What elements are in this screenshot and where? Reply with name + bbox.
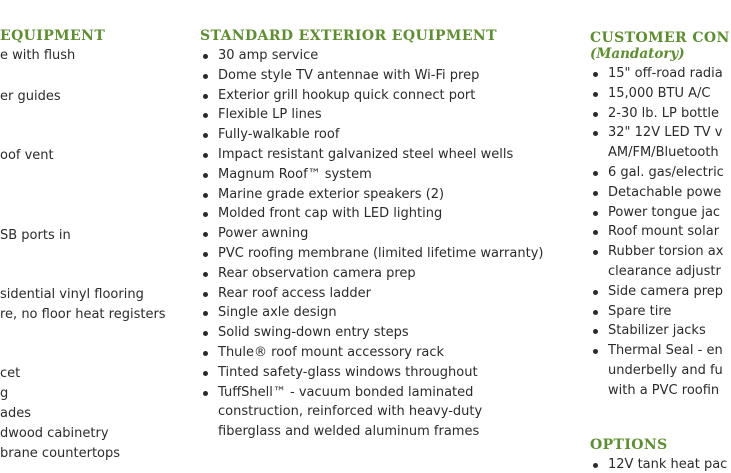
customer-convenience-item: 15,000 BTU A/C <box>608 85 711 101</box>
customer-convenience-item: Rubber torsion ax <box>608 244 724 260</box>
bullet-icon <box>203 311 208 316</box>
option-item: 12V tank heat pac <box>608 457 728 472</box>
exterior-equipment-item: Impact resistant galvanized steel wheel wells <box>218 147 514 162</box>
bullet-icon <box>203 94 208 99</box>
interior-equipment-line: cet <box>0 366 21 381</box>
customer-convenience-item: underbelly and fu <box>608 363 723 378</box>
bullet-icon <box>203 212 208 217</box>
bullet-icon <box>203 272 208 277</box>
bullet-icon <box>593 310 598 315</box>
bullet-icon <box>593 211 598 216</box>
interior-equipment-heading: EQUIPMENT <box>0 28 106 44</box>
bullet-icon <box>203 331 208 336</box>
customer-convenience-item: Spare tire <box>608 303 672 319</box>
exterior-equipment-item: Single axle design <box>218 305 337 321</box>
bullet-icon <box>593 290 598 295</box>
customer-convenience-item: with a PVC roofin <box>608 382 720 398</box>
interior-equipment-line: oof vent <box>0 148 54 163</box>
bullet-icon <box>593 250 598 255</box>
bullet-icon <box>593 72 598 77</box>
bullet-icon <box>203 371 208 376</box>
bullet-icon <box>203 252 208 257</box>
bullet-icon <box>203 173 208 178</box>
bullet-icon <box>203 232 208 237</box>
bullet-icon <box>593 329 598 334</box>
exterior-equipment-item: 30 amp service <box>218 48 319 63</box>
bullet-icon <box>203 113 208 118</box>
bullet-icon <box>593 171 598 176</box>
bullet-icon <box>203 153 208 158</box>
bullet-icon <box>203 351 208 356</box>
bullet-icon <box>203 133 208 138</box>
exterior-equipment-item: Magnum Roof™ system <box>218 166 372 182</box>
exterior-equipment-item: Tinted safety-glass windows throughout <box>218 364 478 380</box>
exterior-equipment-item: Fully-walkable roof <box>218 127 340 143</box>
interior-equipment-line: er guides <box>0 89 61 104</box>
customer-convenience-item: Thermal Seal - en <box>608 343 723 359</box>
exterior-equipment-item: Dome style TV antennae with Wi-Fi prep <box>218 67 480 83</box>
exterior-equipment-item: Power awning <box>218 226 309 242</box>
interior-equipment-line: dwood cabinetry <box>0 426 109 441</box>
customer-convenience-item: AM/FM/Bluetooth <box>608 145 719 161</box>
bullet-icon <box>593 463 598 468</box>
bullet-icon <box>203 74 208 79</box>
exterior-equipment-item: PVC roofing membrane (limited lifetime warranty) <box>218 246 544 261</box>
customer-convenience-item: clearance adjustr <box>608 264 721 279</box>
bullet-icon <box>203 391 208 396</box>
exterior-equipment-item: fiberglass and welded aluminum frames <box>218 424 480 440</box>
bullet-icon <box>593 112 598 117</box>
customer-convenience-heading: CUSTOMER CON <box>590 30 730 46</box>
options-heading: OPTIONS <box>590 437 668 453</box>
customer-convenience-item: Roof mount solar <box>608 224 720 240</box>
exterior-equipment-item: Exterior grill hookup quick connect port <box>218 87 476 103</box>
interior-equipment-line: re, no floor heat registers <box>0 307 166 322</box>
bullet-icon <box>203 193 208 198</box>
customer-convenience-item: Detachable powe <box>608 184 722 200</box>
exterior-equipment-item: Molded front cap with LED lighting <box>218 206 443 222</box>
exterior-equipment-item: construction, reinforced with heavy-duty <box>218 404 483 420</box>
bullet-icon <box>593 230 598 235</box>
exterior-equipment-item: Solid swing-down entry steps <box>218 325 409 341</box>
exterior-equipment-item: Rear observation camera prep <box>218 265 416 281</box>
bullet-icon <box>203 54 208 59</box>
interior-equipment-line: ades <box>0 406 31 421</box>
customer-convenience-item: 32" 12V LED TV v <box>608 125 723 141</box>
bullet-icon <box>593 131 598 136</box>
exterior-equipment-item: Flexible LP lines <box>218 107 322 123</box>
exterior-equipment-item: Rear roof access ladder <box>218 285 371 301</box>
customer-convenience-item: Stabilizer jacks <box>608 323 706 339</box>
customer-convenience-item: Power tongue jac <box>608 204 721 220</box>
bullet-icon <box>593 191 598 196</box>
customer-convenience-item: 15" off-road radia <box>608 66 723 81</box>
interior-equipment-line: brane countertops <box>0 446 121 461</box>
customer-convenience-item: 6 gal. gas/electric <box>608 165 724 180</box>
customer-convenience-item: Side camera prep <box>608 283 724 299</box>
exterior-equipment-item: Thule® roof mount accessory rack <box>218 345 445 360</box>
bullet-icon <box>593 349 598 354</box>
interior-equipment-line: g <box>0 386 9 401</box>
bullet-icon <box>203 292 208 297</box>
interior-equipment-line: e with flush <box>0 48 76 63</box>
standard-exterior-equipment-heading: STANDARD EXTERIOR EQUIPMENT <box>200 28 497 44</box>
customer-convenience-item: 2-30 lb. LP bottle <box>608 105 719 121</box>
exterior-equipment-item: TuffShell™ - vacuum bonded laminated <box>218 384 474 400</box>
mandatory-subheading: (Mandatory) <box>590 46 685 62</box>
interior-equipment-line: SB ports in <box>0 228 71 243</box>
interior-equipment-line: sidential vinyl flooring <box>0 287 144 302</box>
bullet-icon <box>593 92 598 97</box>
exterior-equipment-item: Marine grade exterior speakers (2) <box>218 186 445 202</box>
